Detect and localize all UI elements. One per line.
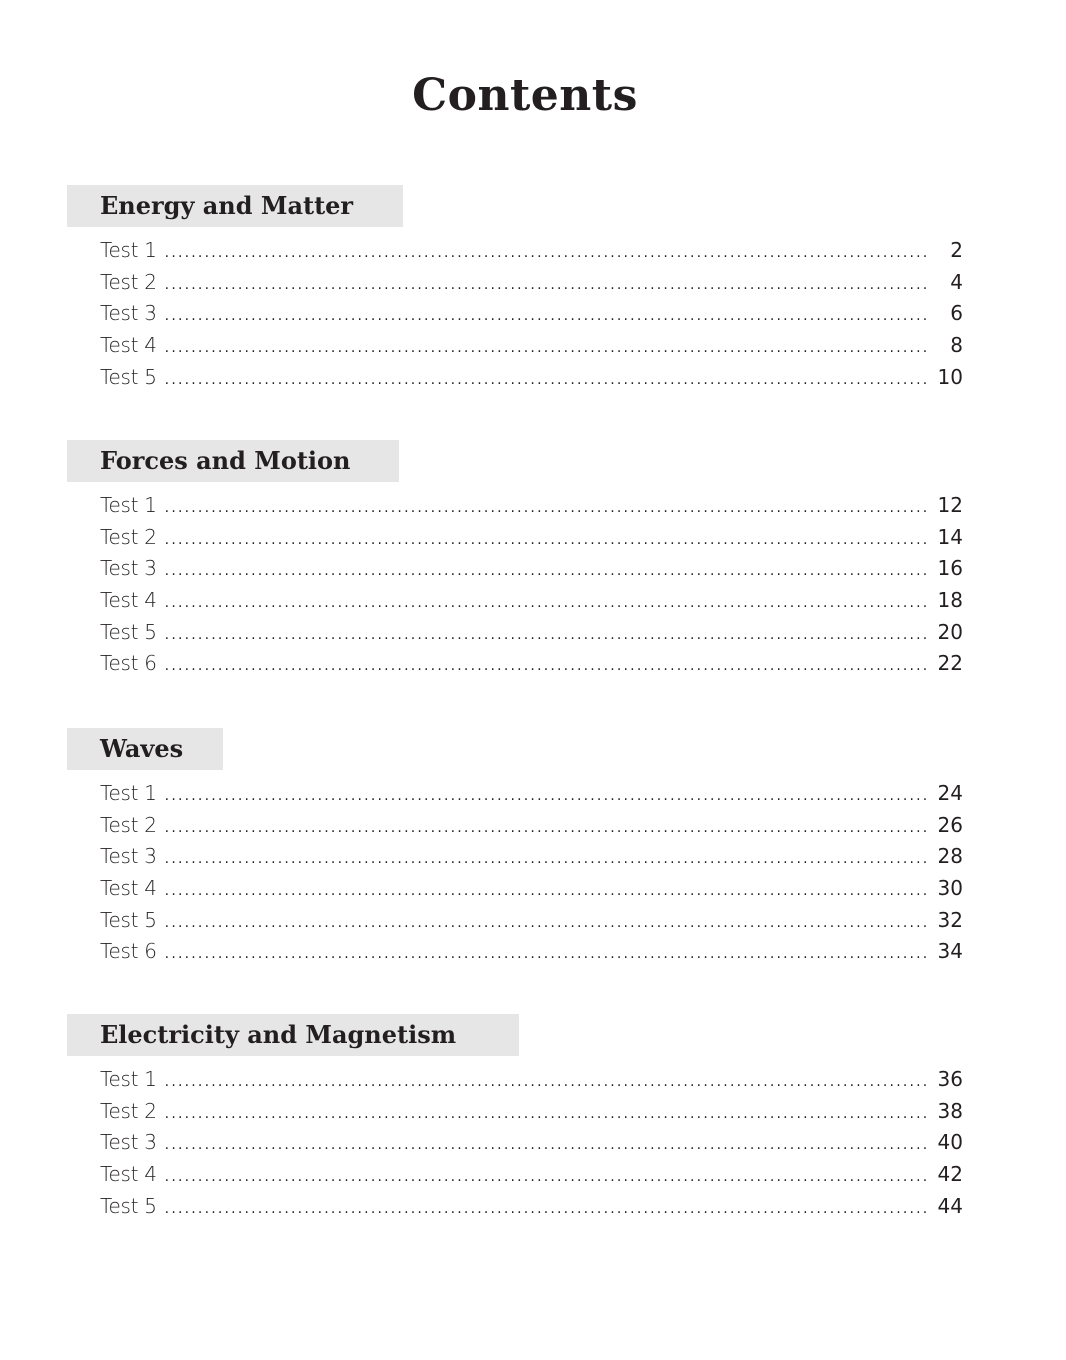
entry-page-number: 8	[950, 333, 963, 358]
entry-page-number: 28	[937, 844, 963, 869]
entry-label: Test 2	[100, 524, 157, 549]
dot-leader	[165, 532, 931, 548]
section-heading: Electricity and Magnetism	[100, 1020, 457, 1049]
section-electricity-and-magnetism	[67, 1014, 963, 1225]
dot-leader	[165, 627, 931, 643]
toc-entry[interactable]	[100, 1067, 963, 1099]
dot-leader	[165, 1137, 931, 1153]
entry-label: Test 5	[100, 907, 157, 932]
entry-label: Test 1	[100, 493, 157, 517]
toc-entry[interactable]	[100, 1130, 963, 1162]
toc-entries	[67, 1067, 963, 1225]
toc-entry[interactable]	[100, 939, 963, 971]
section-heading: Energy and Matter	[100, 191, 354, 220]
section-heading-band	[67, 440, 399, 482]
entry-page-number: 34	[937, 939, 963, 964]
entry-page-number: 16	[937, 556, 963, 581]
entry-page-number: 44	[937, 1193, 963, 1218]
section-heading-band	[67, 728, 223, 770]
dot-leader	[165, 340, 931, 356]
entry-label: Test 1	[100, 238, 157, 262]
entry-label: Test 4	[100, 876, 157, 901]
entry-page-number: 18	[937, 588, 963, 613]
dot-leader	[165, 245, 931, 261]
entry-page-number: 14	[937, 524, 963, 549]
entry-label: Test 3	[100, 1130, 157, 1155]
entry-page-number: 6	[950, 301, 963, 326]
entry-page-number: 32	[937, 907, 963, 932]
toc-entries	[67, 781, 963, 971]
dot-leader	[165, 1074, 931, 1090]
entry-label: Test 3	[100, 301, 157, 326]
toc-entry[interactable]	[100, 651, 963, 683]
section-heading: Forces and Motion	[100, 446, 351, 475]
entry-label: Test 2	[100, 812, 157, 837]
entry-label: Test 5	[100, 364, 157, 389]
section-heading-band	[67, 185, 403, 227]
toc-entry[interactable]	[100, 493, 963, 525]
dot-leader	[165, 1106, 931, 1122]
toc-entry[interactable]	[100, 333, 963, 365]
dot-leader	[165, 883, 931, 899]
entry-page-number: 12	[937, 493, 963, 517]
entry-page-number: 26	[937, 812, 963, 837]
toc-entry[interactable]	[100, 1162, 963, 1194]
toc-entry[interactable]	[100, 270, 963, 302]
toc-entry[interactable]	[100, 525, 963, 557]
toc-entries	[67, 493, 963, 683]
entry-label: Test 6	[100, 651, 157, 676]
dot-leader	[165, 915, 931, 931]
entry-label: Test 1	[100, 1067, 157, 1091]
entry-page-number: 24	[937, 781, 963, 805]
entry-label: Test 4	[100, 1162, 157, 1187]
toc-entry[interactable]	[100, 781, 963, 813]
section-heading-band	[67, 1014, 519, 1056]
entry-page-number: 40	[937, 1130, 963, 1155]
toc-entry[interactable]	[100, 908, 963, 940]
entry-page-number: 20	[937, 619, 963, 644]
toc-entries	[67, 238, 963, 396]
dot-leader	[165, 500, 931, 516]
toc-entry[interactable]	[100, 556, 963, 588]
dot-leader	[165, 308, 931, 324]
entry-page-number: 4	[950, 269, 963, 294]
toc-entry[interactable]	[100, 1194, 963, 1226]
section-heading: Waves	[100, 734, 184, 763]
section-waves	[67, 728, 963, 971]
entry-label: Test 2	[100, 1098, 157, 1123]
toc-entry[interactable]	[100, 301, 963, 333]
dot-leader	[165, 788, 931, 804]
page-title: Contents	[412, 70, 638, 121]
toc-entry[interactable]	[100, 813, 963, 845]
entry-label: Test 1	[100, 781, 157, 805]
entry-page-number: 38	[937, 1098, 963, 1123]
dot-leader	[165, 563, 931, 579]
entry-page-number: 30	[937, 876, 963, 901]
toc-entry[interactable]	[100, 844, 963, 876]
dot-leader	[165, 1201, 931, 1217]
dot-leader	[165, 1169, 931, 1185]
entry-page-number: 10	[937, 364, 963, 389]
dot-leader	[165, 820, 931, 836]
entry-label: Test 2	[100, 269, 157, 294]
toc-entry[interactable]	[100, 876, 963, 908]
section-energy-and-matter	[67, 185, 963, 396]
dot-leader	[165, 658, 931, 674]
dot-leader	[165, 595, 931, 611]
dot-leader	[165, 946, 931, 962]
entry-label: Test 5	[100, 619, 157, 644]
section-forces-and-motion	[67, 440, 963, 683]
entry-label: Test 3	[100, 556, 157, 581]
dot-leader	[165, 277, 931, 293]
entry-page-number: 2	[950, 238, 963, 262]
entry-label: Test 4	[100, 588, 157, 613]
dot-leader	[165, 372, 931, 388]
entry-page-number: 42	[937, 1162, 963, 1187]
toc-entry[interactable]	[100, 238, 963, 270]
entry-label: Test 3	[100, 844, 157, 869]
entry-label: Test 5	[100, 1193, 157, 1218]
toc-entry[interactable]	[100, 1099, 963, 1131]
entry-page-number: 36	[937, 1067, 963, 1091]
entry-label: Test 6	[100, 939, 157, 964]
entry-page-number: 22	[937, 651, 963, 676]
toc-entry[interactable]	[100, 588, 963, 620]
toc-entry[interactable]	[100, 365, 963, 397]
toc-entry[interactable]	[100, 620, 963, 652]
dot-leader	[165, 851, 931, 867]
entry-label: Test 4	[100, 333, 157, 358]
